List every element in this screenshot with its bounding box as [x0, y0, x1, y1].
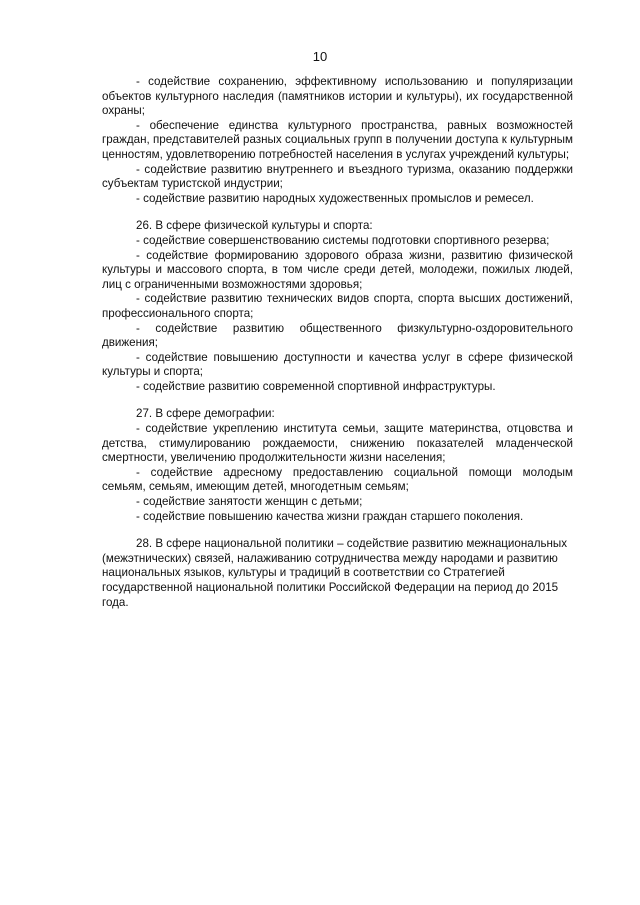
document-body: [102, 75, 573, 610]
paragraph-sport-1: - содействие совершенствованию системы подготовки спортивного резерва;: [136, 233, 550, 247]
paragraph-sport-4: - содействие развитию общественного физкультурно-оздоровительного движения;: [102, 321, 573, 350]
paragraph-culture-1: - содействие сохранению, эффективному использованию и популяризации объектов культурного наследия (памятников истории и культуры), их государственной охраны;: [102, 75, 573, 118]
paragraph-demography-1: - содействие укреплению института семьи, защите материнства, отцовства и детства, стимулированию рождаемости, снижению показателей младенческой смертности, увеличению продолжительности жизни населения;: [102, 422, 573, 465]
paragraph-sport-2: - содействие формированию здорового образа жизни, развитию физической культуры и массового спорта, в том числе среди детей, молодежи, пожилых людей, лиц с ограниченными возможностями здоровья;: [102, 248, 573, 291]
paragraph-sport-6: - содействие развитию современной спортивной инфраструктуры.: [136, 379, 496, 393]
section-heading-26: 26. В сфере физической культуры и спорта:: [136, 219, 373, 233]
paragraph-demography-2: - содействие адресному предоставлению социальной помощи молодым семьям, семьям, имеющим детей, многодетным семьям;: [102, 465, 573, 494]
paragraph-sport-3: - содействие развитию технических видов спорта, спорта высших достижений, профессионального спорта;: [102, 292, 573, 320]
section-28-national-policy: 28. В сфере национальной политики – содействие развитию межнациональных (межэтнических) связей, налаживанию сотрудничества между народами и развитию национальных языков, культуры и традиций в соответствии со Стратегией государственной национальной политики Российской Федерации на период до 2015 года.: [102, 537, 568, 609]
paragraph-demography-4: - содействие повышению качества жизни граждан старшего поколения.: [136, 509, 524, 523]
paragraph-demography-3: - содействие занятости женщин с детьми;: [136, 495, 363, 509]
page-number: 10: [312, 49, 328, 64]
section-heading-27: 27. В сфере демографии:: [136, 407, 275, 421]
paragraph-sport-5: - содействие повышению доступности и качества услуг в сфере физической культуры и спорта;: [102, 350, 573, 379]
paragraph-culture-3: - содействие развитию внутреннего и въездного туризма, оказанию поддержки субъектам туристской индустрии;: [102, 162, 573, 191]
paragraph-culture-4: - содействие развитию народных художественных промыслов и ремесел.: [136, 191, 534, 205]
paragraph-culture-2: - обеспечение единства культурного пространства, равных возможностей граждан, представителей разных социальных групп в получении доступа к культурным ценностям, удовлетворению потребностей населения в услугах учреждений культуры;: [102, 118, 573, 161]
